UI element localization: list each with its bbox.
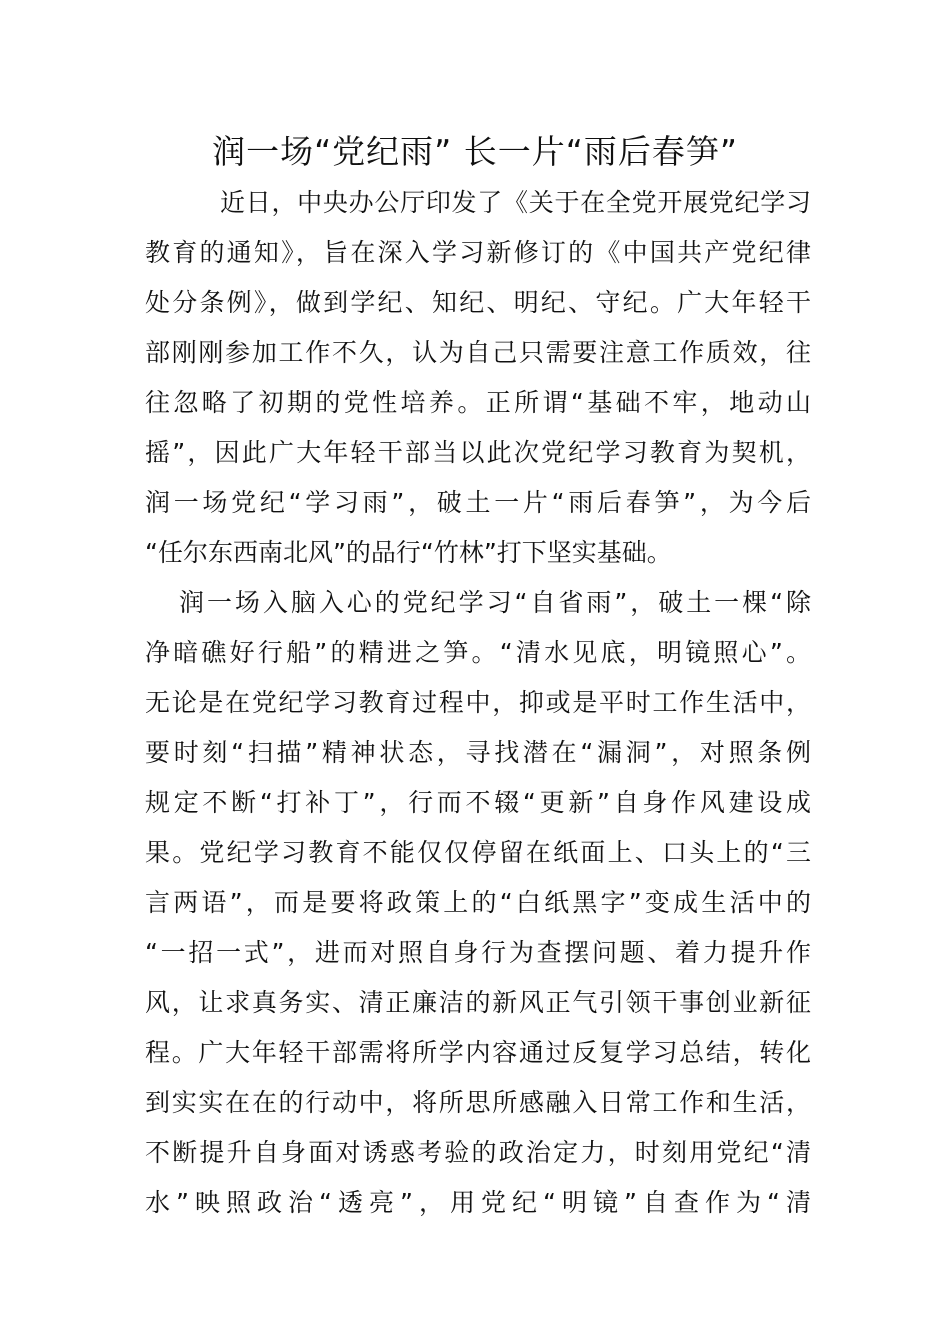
document-body xyxy=(145,178,811,1228)
text-line: 言两语”，而是要将政策上的“白纸黑字”变成生活中的 xyxy=(145,888,811,917)
text-line: 教育的通知》，旨在深入学习新修订的《中国共产党纪律 xyxy=(145,238,811,267)
text-line: “一招一式”，进而对照自身行为查摆问题、着力提升作 xyxy=(145,938,811,967)
text-line: 部刚刚参加工作不久，认为自己只需要注意工作质效，往 xyxy=(145,338,811,367)
text-line: 果。党纪学习教育不能仅仅停留在纸面上、口头上的“三 xyxy=(145,838,811,867)
text-line: 往忽略了初期的党性培养。正所谓“基础不牢，地动山 xyxy=(145,388,811,417)
document-title: 润一场“党纪雨” 长一片“雨后春笋” xyxy=(212,132,738,171)
text-line: 规定不断“打补丁”，行而不辍“更新”自身作风建设成 xyxy=(145,788,811,817)
paragraph-2 xyxy=(145,578,811,1228)
text-line: 水”映照政治“透亮”，用党纪“明镜”自查作为“清 xyxy=(145,1188,811,1217)
text-line: “任尔东西南北风”的品行“竹林”打下坚实基础。 xyxy=(145,538,672,567)
text-line: 程。广大年轻干部需将所学内容通过反复学习总结，转化 xyxy=(145,1038,811,1067)
text-line: 不断提升自身面对诱惑考验的政治定力，时刻用党纪“清 xyxy=(145,1138,811,1167)
text-line: 风，让求真务实、清正廉洁的新风正气引领干事创业新征 xyxy=(145,988,811,1017)
text-line: 处分条例》，做到学纪、知纪、明纪、守纪。广大年轻干 xyxy=(145,288,811,317)
text-line: 摇”，因此广大年轻干部当以此次党纪学习教育为契机， xyxy=(145,438,811,467)
paragraph-1 xyxy=(145,178,811,578)
text-line: 到实实在在的行动中，将所思所感融入日常工作和生活， xyxy=(145,1088,811,1117)
text-line: 近日，中央办公厅印发了《关于在全党开展党纪学习 xyxy=(220,188,811,217)
text-line: 润一场入脑入心的党纪学习“自省雨”，破土一棵“除 xyxy=(179,588,811,617)
text-line: 要时刻“扫描”精神状态，寻找潜在“漏洞”，对照条例 xyxy=(145,738,811,767)
text-line: 净暗礁好行船”的精进之笋。“清水见底，明镜照心”。 xyxy=(145,638,811,667)
text-line: 润一场党纪“学习雨”，破土一片“雨后春笋”，为今后 xyxy=(145,488,811,517)
text-line: 无论是在党纪学习教育过程中，抑或是平时工作生活中， xyxy=(145,688,811,717)
